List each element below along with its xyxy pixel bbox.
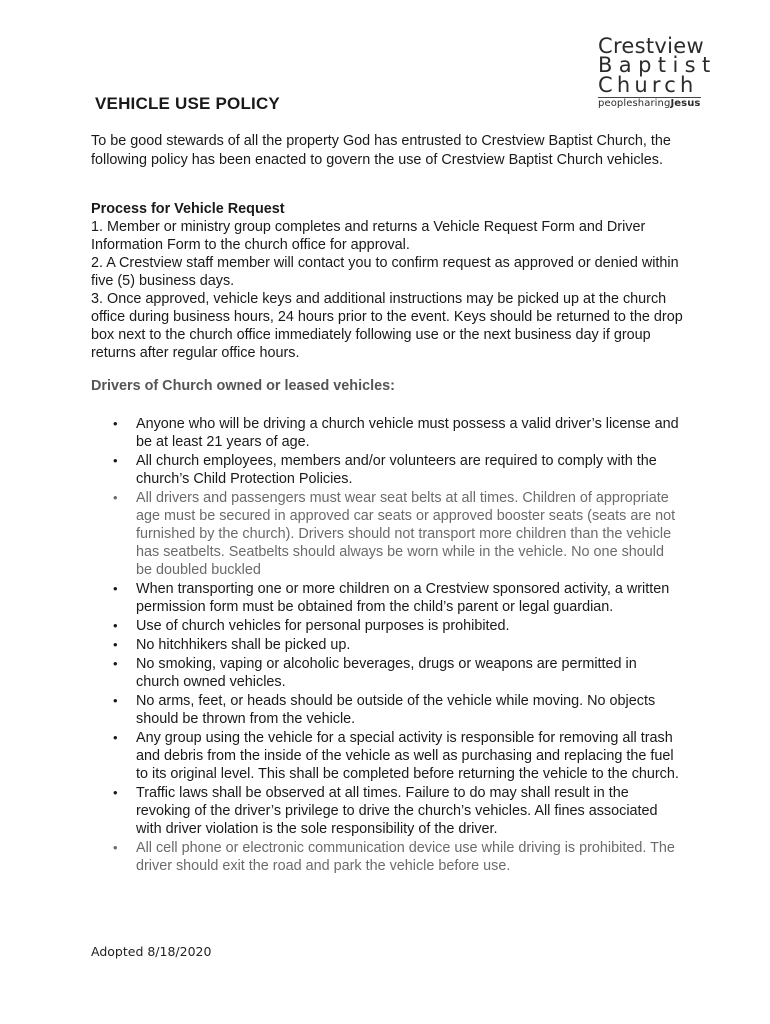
process-heading: Process for Vehicle Request bbox=[91, 201, 285, 217]
list-item bbox=[0, 489, 681, 579]
bullet-icon: • bbox=[113, 453, 118, 468]
logo-line-crestview: Crestview bbox=[598, 34, 704, 58]
process-step: 3. Once approved, vehicle keys and additional instructions may be picked up at the church office during business hours, 24 hours prior to the event. Keys should be returned to the drop box next to the church office immediately following use or the next business day if group returns after regular office hours. bbox=[91, 291, 683, 361]
logo-line-baptist: Baptist bbox=[598, 53, 717, 77]
bullet-icon: • bbox=[113, 416, 118, 431]
bullet-icon: • bbox=[113, 730, 118, 745]
logo-line-church: Church bbox=[598, 73, 698, 97]
page-title: VEHICLE USE POLICY bbox=[95, 94, 280, 113]
list-item-text: Traffic laws shall be observed at all times. Failure to do may shall result in the revoking of the driver’s privilege to drive the church’s vehicles. All fines associated with driver violation is the sole responsibility of the driver. bbox=[136, 785, 658, 837]
list-item-text: All church employees, members and/or volunteers are required to comply with the church’s Child Protection Policies. bbox=[136, 453, 657, 487]
bullet-icon: • bbox=[113, 637, 118, 652]
list-item-text: When transporting one or more children on a Crestview sponsored activity, a written permission form must be obtained from the child’s parent or legal guardian. bbox=[136, 581, 670, 615]
process-section bbox=[91, 200, 691, 362]
process-step: 2. A Crestview staff member will contact you to confirm request as approved or denied within five (5) business days. bbox=[91, 255, 679, 289]
list-item-text: No hitchhikers shall be picked up. bbox=[136, 637, 351, 653]
list-item-text: No arms, feet, or heads should be outside of the vehicle while moving. No objects should be thrown from the vehicle. bbox=[136, 693, 656, 727]
list-item bbox=[0, 692, 681, 728]
bullet-icon: • bbox=[113, 840, 118, 855]
bullet-icon: • bbox=[113, 693, 118, 708]
drivers-heading: Drivers of Church owned or leased vehicles: bbox=[91, 378, 395, 394]
bullet-icon: • bbox=[113, 581, 118, 596]
list-item bbox=[0, 636, 681, 654]
list-item bbox=[0, 655, 681, 691]
intro-paragraph: To be good stewards of all the property God has entrusted to Crestview Baptist Church, the following policy has been enacted to govern the use of Crestview Baptist Church vehicles. bbox=[91, 133, 671, 168]
church-logo bbox=[598, 34, 717, 109]
bullet-icon: • bbox=[113, 490, 118, 505]
list-item bbox=[0, 784, 681, 838]
list-item bbox=[0, 617, 681, 635]
list-item-text: Anyone who will be driving a church vehicle must possess a valid driver’s license and be at least 21 years of age. bbox=[136, 416, 679, 450]
list-item-text: Use of church vehicles for personal purposes is prohibited. bbox=[136, 618, 510, 634]
process-step: 1. Member or ministry group completes and returns a Vehicle Request Form and Driver Information Form to the church office for approval. bbox=[91, 219, 646, 253]
bullet-icon: • bbox=[113, 656, 118, 671]
bullet-icon: • bbox=[113, 785, 118, 800]
list-item-text: All cell phone or electronic communication device use while driving is prohibited. The driver should exit the road and park the vehicle before use. bbox=[136, 840, 675, 874]
list-item bbox=[0, 580, 681, 616]
logo-tagline-plain: peoplesharing bbox=[598, 98, 671, 109]
list-item bbox=[0, 839, 681, 875]
list-item bbox=[0, 415, 681, 451]
list-item-text: Any group using the vehicle for a special activity is responsible for removing all trash and debris from the inside of the vehicle as well as purchasing and replacing the fuel to its original level. This shall be completed before returning the vehicle to the church. bbox=[136, 730, 679, 782]
list-item-text: No smoking, vaping or alcoholic beverages, drugs or weapons are permitted in church owned vehicles. bbox=[136, 656, 637, 690]
bullet-icon: • bbox=[113, 618, 118, 633]
logo-tagline bbox=[598, 97, 701, 109]
list-item-text: All drivers and passengers must wear seat belts at all times. Children of appropriate age must be secured in approved car seats or approved booster seats (seats are not furnished by the church). Drivers should not transport more children than the vehicle has seatbelts. Seatbelts should always be worn while in the vehicle. No one should be doubled buckled bbox=[136, 490, 676, 578]
list-item bbox=[0, 452, 681, 488]
logo-tagline-bold: Jesus bbox=[670, 98, 701, 109]
list-item bbox=[0, 729, 681, 783]
adopted-date: Adopted 8/18/2020 bbox=[91, 944, 212, 959]
drivers-rules-list bbox=[0, 415, 770, 876]
